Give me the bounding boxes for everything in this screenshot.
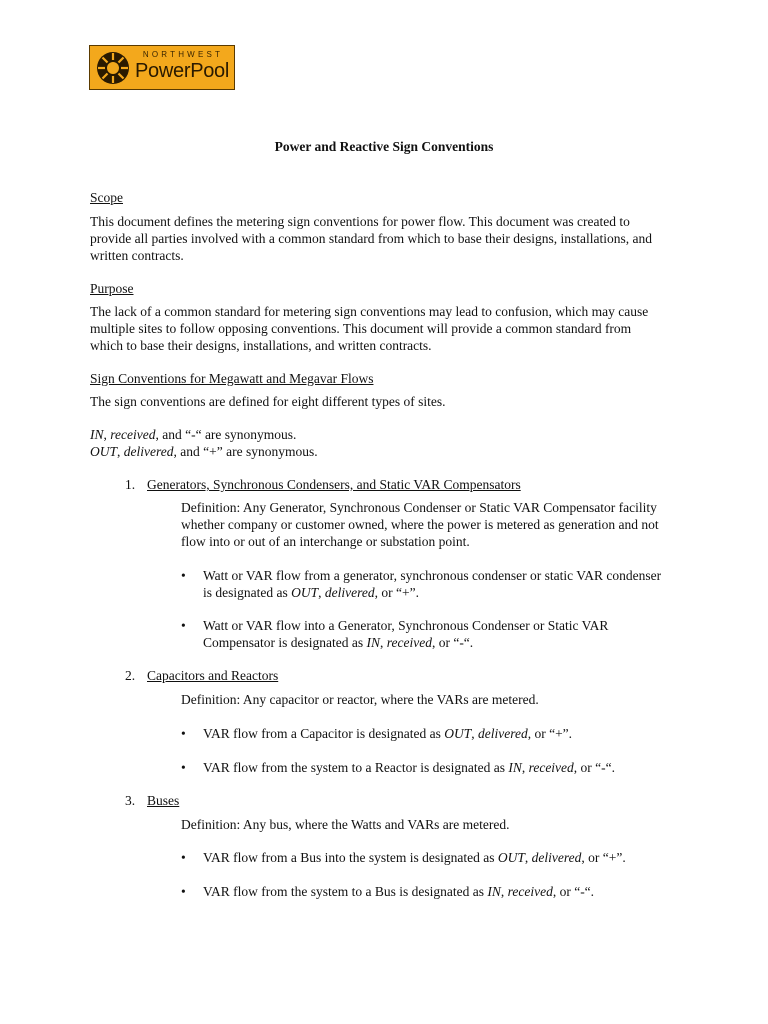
purpose-line: multiple sites to follow opposing conventions. This document will provide a common standard from bbox=[90, 321, 632, 336]
definition-line: Definition: Any Generator, Synchronous Condenser or Static VAR Compensator facility bbox=[181, 500, 657, 515]
bullet-text: VAR flow from the system to a Bus is designated as IN, received, or “-“. bbox=[203, 884, 595, 899]
northwest-powerpool-logo bbox=[89, 45, 235, 90]
definition-line: flow into or out of an interchange or substation point. bbox=[181, 534, 470, 549]
section-number: 3. bbox=[125, 793, 136, 808]
sign-conventions-heading: Sign Conventions for Megawatt and Megavar Flows bbox=[90, 371, 374, 386]
sunburst-icon bbox=[95, 50, 131, 86]
bullet-icon: • bbox=[181, 568, 186, 583]
bullet-text: Compensator is designated as IN, received, or “-“. bbox=[203, 635, 474, 650]
section-number: 2. bbox=[125, 668, 136, 683]
bullet-icon: • bbox=[181, 850, 186, 865]
bullet-icon: • bbox=[181, 760, 186, 775]
purpose-line: which to base their designs, installations, and written contracts. bbox=[90, 338, 432, 353]
bullet-icon: • bbox=[181, 618, 186, 633]
section-heading-buses: Buses bbox=[147, 793, 180, 808]
bullet-text: VAR flow from a Bus into the system is designated as OUT, delivered, or “+”. bbox=[203, 850, 626, 865]
section-heading-capacitors: Capacitors and Reactors bbox=[147, 668, 279, 683]
section-number: 1. bbox=[125, 477, 136, 492]
purpose-heading: Purpose bbox=[90, 281, 134, 296]
definition-line: Definition: Any bus, where the Watts and VARs are metered. bbox=[181, 817, 510, 832]
scope-line: written contracts. bbox=[90, 248, 184, 263]
logo-main-text: PowerPool bbox=[135, 60, 230, 82]
bullet-text: is designated as OUT, delivered, or “+”. bbox=[203, 585, 419, 600]
scope-line: This document defines the metering sign conventions for power flow. This document was created to bbox=[90, 214, 630, 229]
logo-top-text: NORTHWEST bbox=[142, 50, 224, 59]
scope-heading: Scope bbox=[90, 190, 123, 205]
scope-line: provide all parties involved with a common standard from which to base their designs, installations, and bbox=[90, 231, 653, 246]
term-received: received bbox=[110, 427, 156, 442]
purpose-line: The lack of a common standard for metering sign conventions may lead to confusion, which may cause bbox=[90, 304, 649, 319]
definition-line: Definition: Any capacitor or reactor, where the VARs are metered. bbox=[181, 692, 539, 707]
bullet-icon: • bbox=[181, 884, 186, 899]
bullet-icon: • bbox=[181, 726, 186, 741]
definition-line: whether company or customer owned, where the power is metered as generation and not bbox=[181, 517, 659, 532]
synonym-in-line: IN, received, and “-“ are synonymous. bbox=[90, 427, 297, 442]
sign-conventions-intro: The sign conventions are defined for eight different types of sites. bbox=[90, 394, 446, 409]
section-heading-generators: Generators, Synchronous Condensers, and Static VAR Compensators bbox=[147, 477, 521, 492]
bullet-text: VAR flow from a Capacitor is designated as OUT, delivered, or “+”. bbox=[203, 726, 573, 741]
document-title: Power and Reactive Sign Conventions bbox=[274, 139, 494, 154]
term-delivered: delivered bbox=[123, 444, 174, 459]
bullet-text: Watt or VAR flow into a Generator, Synchronous Condenser or Static VAR bbox=[203, 618, 609, 633]
term-out: OUT bbox=[90, 444, 118, 459]
synonym-out-line: OUT, delivered, and “+” are synonymous. bbox=[90, 444, 318, 459]
term-in: IN bbox=[90, 427, 104, 442]
bullet-text: VAR flow from the system to a Reactor is designated as IN, received, or “-“. bbox=[203, 760, 616, 775]
bullet-text: Watt or VAR flow from a generator, synchronous condenser or static VAR condenser bbox=[203, 568, 662, 583]
